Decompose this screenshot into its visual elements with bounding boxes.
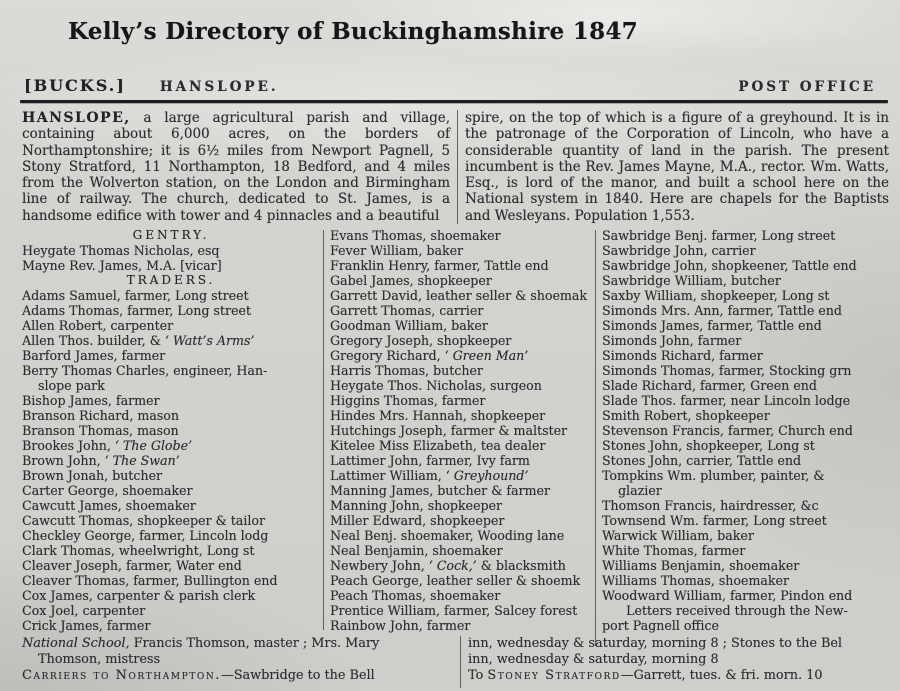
text-segment: Peach Thomas, shoemaker bbox=[330, 588, 501, 603]
text-segment: Letters received through the New- bbox=[626, 603, 848, 618]
text-segment: Sawbridge Benj. farmer, Long street bbox=[602, 228, 836, 243]
directory-entry-line bbox=[330, 573, 594, 588]
text-segment: Checkley George, farmer, Lincoln lodg bbox=[22, 528, 269, 543]
directory-entry-line bbox=[602, 318, 894, 333]
directory-entry-line bbox=[602, 528, 894, 543]
text-segment: Sawbridge John, carrier bbox=[602, 243, 756, 258]
directory-entry-line bbox=[22, 558, 320, 573]
text-segment: Hutchings Joseph, farmer & maltster bbox=[330, 423, 568, 438]
text-segment: Tompkins Wm. plumber, painter, & bbox=[602, 468, 825, 483]
text-segment: Garrett David, leather seller & shoemak bbox=[330, 288, 587, 303]
directory-entry-line bbox=[22, 243, 320, 258]
text-segment: Cleaver Joseph, farmer, Water end bbox=[22, 558, 242, 573]
section-header: TRADERS. bbox=[126, 273, 216, 287]
directory-entry-line bbox=[602, 498, 894, 513]
directory-entry-line bbox=[22, 453, 320, 468]
text-segment-italic: ‘ Greyhound’ bbox=[445, 468, 529, 483]
directory-entry-line bbox=[22, 423, 320, 438]
text-segment: To bbox=[468, 667, 488, 683]
text-segment: Lattimer William, bbox=[330, 468, 446, 483]
section-header: GENTRY. bbox=[132, 228, 210, 242]
directory-column-1 bbox=[22, 228, 320, 633]
text-segment: Peach George, leather seller & shoemk bbox=[330, 573, 581, 588]
directory-entry-line bbox=[330, 438, 594, 453]
directory-entry-line bbox=[602, 333, 894, 348]
directory-entry-line bbox=[330, 513, 594, 528]
text-segment: Brookes John, bbox=[22, 438, 115, 453]
directory-entry-line bbox=[330, 288, 594, 303]
text-segment: Gregory Richard, bbox=[330, 348, 445, 363]
footer-line bbox=[468, 652, 894, 668]
text-segment: Evans Thomas, shoemaker bbox=[330, 228, 501, 243]
directory-entry-line bbox=[330, 348, 594, 363]
directory-entry-line bbox=[602, 438, 894, 453]
directory-entry-line bbox=[22, 378, 320, 393]
text-segment: Slade Richard, farmer, Green end bbox=[602, 378, 817, 393]
text-segment: Simonds Mrs. Ann, farmer, Tattle end bbox=[602, 303, 842, 318]
text-segment: Berry Thomas Charles, engineer, Han- bbox=[22, 363, 268, 378]
text-segment: Brown John, bbox=[22, 453, 105, 468]
text-segment: Lattimer John, farmer, Ivy farm bbox=[330, 453, 530, 468]
text-segment: Rainbow John, farmer bbox=[330, 618, 471, 633]
directory-entry-line bbox=[22, 513, 320, 528]
directory-entry-line bbox=[22, 588, 320, 603]
directory-entry-line bbox=[602, 393, 894, 408]
directory-entry-line bbox=[22, 318, 320, 333]
directory-entry-line bbox=[330, 303, 594, 318]
directory-entry-line bbox=[22, 618, 320, 633]
text-segment: Mayne Rev. James, M.A. [vicar] bbox=[22, 258, 222, 273]
text-segment: Newbery John, bbox=[330, 558, 429, 573]
directory-column-3 bbox=[602, 228, 894, 633]
directory-entry-line bbox=[330, 423, 594, 438]
directory-entry-line bbox=[602, 378, 894, 393]
footer-column-left bbox=[22, 636, 454, 683]
directory-entry-line bbox=[22, 303, 320, 318]
text-segment: Cox Joel, carpenter bbox=[22, 603, 146, 618]
page-title: Kelly’s Directory of Buckinghamshire 1847 bbox=[68, 18, 638, 45]
intro-left-text: a large agricultural parish and village, containing about 6,000 acres, on the borders of Northamptonshire; it is 6½ miles from Newport Pagnell, 5 Stony Stratford, 11 Northampton, 18 Bedford, and 4 miles from the Wolverton station, on the London and Birmingham line of railway. The church, dedicated to St. James, is a handsome edifice with tower and 4 pinnacles and a beautiful bbox=[22, 110, 450, 224]
text-segment: inn, wednesday & saturday, morning 8 ; Stones to the Bel bbox=[468, 636, 843, 651]
text-segment: Allen Robert, carpenter bbox=[22, 318, 174, 333]
text-segment: White Thomas, farmer bbox=[602, 543, 746, 558]
intro-column-divider bbox=[457, 110, 458, 224]
directory-entry-line bbox=[602, 228, 894, 243]
directory-entry-line bbox=[22, 393, 320, 408]
directory-entry-line bbox=[330, 228, 594, 243]
text-segment: Harris Thomas, butcher bbox=[330, 363, 483, 378]
directory-entry-line bbox=[602, 288, 894, 303]
text-segment: Neal Benjamin, shoemaker bbox=[330, 543, 503, 558]
directory-entry-line bbox=[330, 468, 594, 483]
text-segment: Branson Thomas, mason bbox=[22, 423, 179, 438]
text-segment: Cawcutt James, shoemaker bbox=[22, 498, 196, 513]
text-segment: glazier bbox=[618, 483, 662, 498]
text-segment-sc: Stoney Stratford bbox=[487, 667, 621, 683]
directory-entry-line bbox=[22, 543, 320, 558]
text-segment: Francis Thomson, master ; Mrs. Mary bbox=[129, 636, 380, 651]
text-segment: —Garrett, tues. & fri. morn. 10 bbox=[620, 667, 823, 683]
text-segment-italic: ‘ The Swan’ bbox=[104, 453, 180, 468]
footer-line bbox=[468, 636, 894, 652]
directory-entry-line bbox=[22, 603, 320, 618]
text-segment: Saxby William, shopkeeper, Long st bbox=[602, 288, 830, 303]
text-segment: Williams Thomas, shoemaker bbox=[602, 573, 789, 588]
directory-entry-line bbox=[330, 498, 594, 513]
directory-entry-line bbox=[602, 408, 894, 423]
text-segment: port Pagnell office bbox=[602, 618, 719, 633]
directory-entry-line bbox=[330, 558, 594, 573]
directory-entry-line bbox=[330, 318, 594, 333]
text-segment-sc: Carriers to Northampton. bbox=[22, 667, 221, 683]
text-segment: Cox James, carpenter & parish clerk bbox=[22, 588, 256, 603]
directory-entry-line bbox=[330, 528, 594, 543]
directory-entry-line bbox=[22, 528, 320, 543]
text-segment-italic: National School, bbox=[22, 636, 130, 651]
directory-entry-line bbox=[330, 333, 594, 348]
text-segment: Williams Benjamin, shoemaker bbox=[602, 558, 800, 573]
text-segment: Kitelee Miss Elizabeth, tea dealer bbox=[330, 438, 546, 453]
directory-entry-line bbox=[602, 618, 894, 633]
text-segment: Miller Edward, shopkeeper bbox=[330, 513, 505, 528]
text-segment: Prentice William, farmer, Salcey forest bbox=[330, 603, 578, 618]
text-segment: Cleaver Thomas, farmer, Bullington end bbox=[22, 573, 278, 588]
intro-paragraph-left bbox=[22, 110, 450, 224]
text-segment: Neal Benj. shoemaker, Wooding lane bbox=[330, 528, 565, 543]
text-segment: Slade Thos. farmer, near Lincoln lodge bbox=[602, 393, 851, 408]
directory-entry-line bbox=[330, 588, 594, 603]
directory-entry-line bbox=[602, 453, 894, 468]
text-segment: Garrett Thomas, carrier bbox=[330, 303, 484, 318]
masthead bbox=[24, 76, 876, 95]
footer-line bbox=[22, 668, 454, 684]
directory-entry-line bbox=[330, 543, 594, 558]
text-segment-italic: ‘ The Globe’ bbox=[114, 438, 193, 453]
directory-entry-line bbox=[22, 288, 320, 303]
text-segment: Goodman William, baker bbox=[330, 318, 488, 333]
text-segment: Franklin Henry, farmer, Tattle end bbox=[330, 258, 549, 273]
directory-entry-line bbox=[330, 618, 594, 633]
text-segment: Gregory Joseph, shopkeeper bbox=[330, 333, 512, 348]
directory-entry-line bbox=[602, 423, 894, 438]
directory-entry-line bbox=[330, 408, 594, 423]
directory-entry-line bbox=[22, 438, 320, 453]
listing-column-divider-1 bbox=[323, 230, 324, 630]
intro-lead-word: HANSLOPE, bbox=[22, 110, 131, 126]
intro-section bbox=[22, 110, 890, 224]
footer-column-divider bbox=[460, 636, 461, 688]
directory-entry-line bbox=[602, 483, 894, 498]
text-segment: Simonds James, farmer, Tattle end bbox=[602, 318, 822, 333]
directory-entry-line bbox=[22, 408, 320, 423]
directory-entry-line bbox=[22, 348, 320, 363]
directory-entry-line bbox=[602, 273, 894, 288]
text-segment: Stones John, carrier, Tattle end bbox=[602, 453, 802, 468]
directory-entry-line bbox=[602, 303, 894, 318]
text-segment: Gabel James, shopkeeper bbox=[330, 273, 492, 288]
text-segment: Manning James, butcher & farmer bbox=[330, 483, 550, 498]
text-segment: —Sawbridge to the Bell bbox=[220, 667, 375, 683]
text-segment: Smith Robert, shopkeeper bbox=[602, 408, 770, 423]
text-segment-italic: ‘ Cock,’ bbox=[428, 558, 477, 573]
directory-entry-line bbox=[330, 393, 594, 408]
listing-column-divider-2 bbox=[595, 230, 596, 646]
directory-entry-line bbox=[602, 468, 894, 483]
text-segment: Sawbridge William, butcher bbox=[602, 273, 781, 288]
directory-entry-line bbox=[22, 258, 320, 273]
text-segment: Sawbridge John, shopkeener, Tattle end bbox=[602, 258, 857, 273]
text-segment: inn, wednesday & saturday, morning 8 bbox=[468, 651, 719, 667]
directory-column-2 bbox=[330, 228, 594, 633]
text-segment: & blacksmith bbox=[476, 558, 566, 573]
text-segment: Stones John, shopkeeper, Long st bbox=[602, 438, 815, 453]
text-segment: Branson Richard, mason bbox=[22, 408, 179, 423]
text-segment: Heygate Thos. Nicholas, surgeon bbox=[330, 378, 542, 393]
directory-entry-line bbox=[22, 483, 320, 498]
text-segment: Brown Jonah, butcher bbox=[22, 468, 162, 483]
directory-entry-line bbox=[330, 273, 594, 288]
directory-entry-line bbox=[330, 258, 594, 273]
text-segment: Townsend Wm. farmer, Long street bbox=[602, 513, 827, 528]
directory-entry-line bbox=[330, 243, 594, 258]
text-segment: Bishop James, farmer bbox=[22, 393, 160, 408]
directory-entry-line bbox=[602, 363, 894, 378]
text-segment: Hindes Mrs. Hannah, shopkeeper bbox=[330, 408, 546, 423]
directory-entry-line bbox=[330, 378, 594, 393]
directory-entry-line bbox=[602, 243, 894, 258]
text-segment: Simonds Richard, farmer bbox=[602, 348, 763, 363]
masthead-parish-label: HANSLOPE. bbox=[159, 79, 279, 95]
text-segment: Simonds Thomas, farmer, Stocking grn bbox=[602, 363, 852, 378]
directory-entry-line bbox=[602, 558, 894, 573]
text-segment: Allen Thos. builder, & bbox=[22, 333, 165, 348]
footer-line bbox=[22, 652, 454, 668]
directory-entry-line bbox=[22, 498, 320, 513]
directory-entry-line bbox=[22, 333, 320, 348]
directory-entry-line bbox=[330, 603, 594, 618]
text-segment: Warwick William, baker bbox=[602, 528, 754, 543]
text-segment: Adams Thomas, farmer, Long street bbox=[22, 303, 251, 318]
text-segment: Thomson Francis, hairdresser, &c bbox=[602, 498, 819, 513]
directory-entry-line bbox=[22, 573, 320, 588]
directory-entry-line bbox=[602, 348, 894, 363]
directory-entry-line bbox=[602, 513, 894, 528]
text-segment: Fever William, baker bbox=[330, 243, 464, 258]
text-segment: Heygate Thomas Nicholas, esq bbox=[22, 243, 220, 258]
directory-entry-line bbox=[330, 483, 594, 498]
text-segment-italic: ‘ Watt’s Arms’ bbox=[164, 333, 255, 348]
text-segment: slope park bbox=[38, 378, 105, 393]
text-segment: Woodward William, farmer, Pindon end bbox=[602, 588, 853, 603]
text-segment: Stevenson Francis, farmer, Church end bbox=[602, 423, 853, 438]
text-segment: Crick James, farmer bbox=[22, 618, 151, 633]
text-segment: Barford James, farmer bbox=[22, 348, 166, 363]
text-segment: Cawcutt Thomas, shopkeeper & tailor bbox=[22, 513, 265, 528]
text-segment: Manning John, shopkeeper bbox=[330, 498, 502, 513]
directory-entry-line bbox=[22, 468, 320, 483]
text-segment: Adams Samuel, farmer, Long street bbox=[22, 288, 249, 303]
text-segment: Thomson, mistress bbox=[38, 651, 161, 667]
masthead-post-office-label: POST OFFICE bbox=[738, 79, 876, 95]
horizontal-rule bbox=[20, 100, 888, 103]
text-segment: Higgins Thomas, farmer bbox=[330, 393, 486, 408]
directory-entry-line bbox=[22, 363, 320, 378]
directory-entry-line bbox=[602, 603, 894, 618]
intro-paragraph-right: spire, on the top of which is a figure of a greyhound. It is in the patronage of the Corporation of Lincoln, who have a considerable quantity of land in the parish. The present incumbent is the Rev. James Mayne, M.A., rector. Wm. Watts, Esq., is lord of the manor, and built a school here on the National system in 1840. Here are chapels for the Baptists and Wesleyans. Population 1,553. bbox=[465, 110, 889, 224]
text-segment: Carter George, shoemaker bbox=[22, 483, 193, 498]
text-segment: Clark Thomas, wheelwright, Long st bbox=[22, 543, 255, 558]
footer-line bbox=[468, 668, 894, 684]
directory-entry-line bbox=[330, 453, 594, 468]
directory-entry-line bbox=[602, 258, 894, 273]
masthead-county-label: [BUCKS.] bbox=[24, 76, 126, 95]
text-segment: Simonds John, farmer bbox=[602, 333, 742, 348]
footer-line bbox=[22, 636, 454, 652]
directory-entry-line bbox=[330, 363, 594, 378]
text-segment-italic: ‘ Green Man’ bbox=[444, 348, 529, 363]
directory-entry-line bbox=[602, 588, 894, 603]
footer-column-right bbox=[468, 636, 894, 683]
directory-entry-line bbox=[602, 573, 894, 588]
directory-entry-line bbox=[602, 543, 894, 558]
